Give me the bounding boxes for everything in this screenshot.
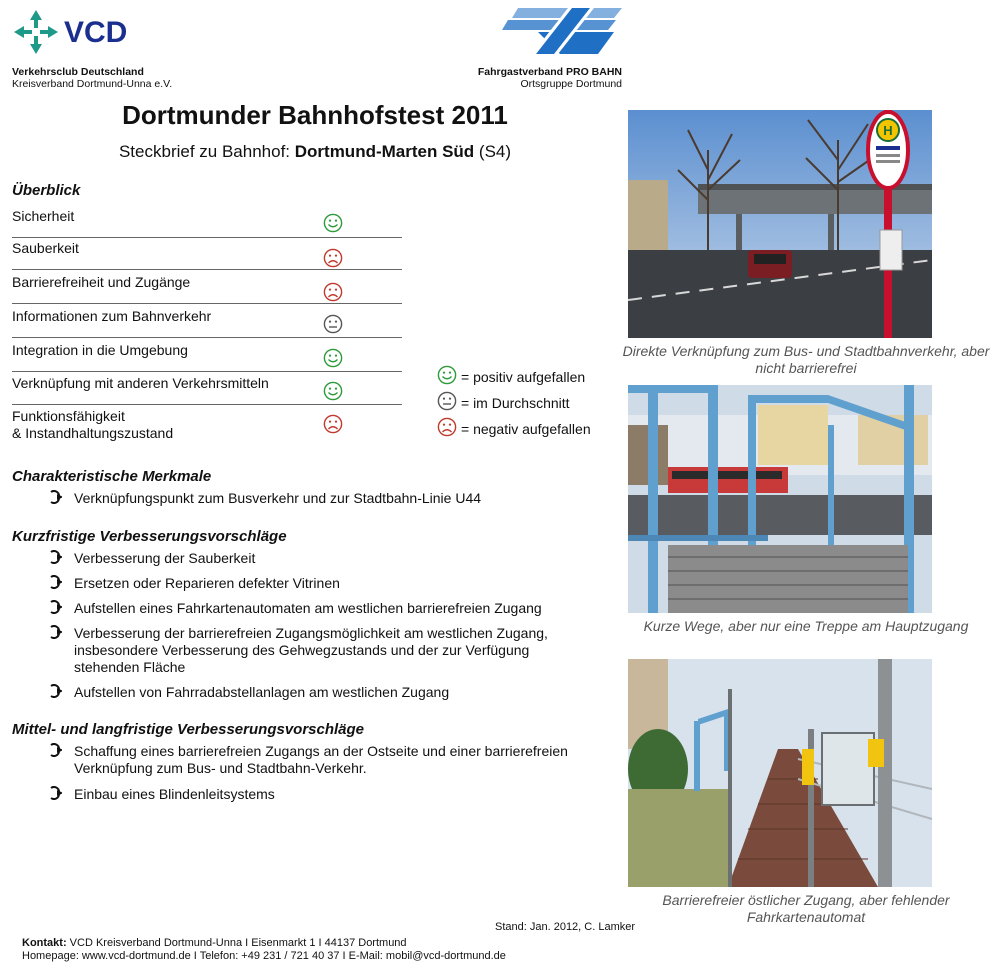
smiley-negative-icon [323,248,343,268]
overview-row-label [12,208,74,225]
smiley-neutral-icon [437,391,457,411]
legend-neutral-label: = im Durchschnitt [461,395,570,411]
smiley-negative-icon [437,417,457,437]
overview-label-line: Integration in die Umgebung [12,342,188,358]
vcd-org-name: Verkehrsclub Deutschland [12,66,144,78]
legend-negative-label: = negativ aufgefallen [461,421,591,437]
overview-label-line: Sauberkeit [12,240,79,256]
overview-label-line: Barrierefreiheit und Zugänge [12,274,191,290]
overview-row [12,375,402,405]
photo-caption: Barrierefreier östlicher Zugang, aber fehlender Fahrkartenautomat [662,892,950,925]
station-name: Dortmund-Marten Süd [294,142,475,161]
legend-positive-label: = positiv aufgefallen [461,369,586,385]
short-term-heading: Kurzfristige Verbesserungsvorschläge [12,528,287,545]
contact-block [22,937,506,963]
overview-label-line: Sicherheit [12,208,75,224]
overview-row [12,308,402,338]
arrow-bullet-icon [50,786,62,800]
bus-stop-sign-letter: H [883,123,893,138]
overview-row [12,274,402,304]
overview-row [12,342,402,372]
photo-bus-connection [628,110,932,338]
vcd-logo [12,8,152,58]
contact-line [22,937,506,950]
long-term-text: Schaffung eines barrierefreien Zugangs an der Ostseite und einer barrierefreien Verknüpfung zum Bus- und Stadtbahn-Verkehr. [74,743,568,776]
short-term-text: Ersetzen oder Reparieren defekter Vitrinen [74,575,340,591]
overview-heading: Überblick [12,182,81,199]
characteristic-text: Verknüpfungspunkt zum Busverkehr und zur Stadtbahn-Linie U44 [74,490,482,506]
smiley-positive-icon [323,213,343,233]
overview-row-label [12,342,188,359]
short-term-text: Aufstellen eines Fahrkartenautomaten am westlichen barrierefreien Zugang [74,600,542,616]
arrow-bullet-icon [50,575,62,589]
homepage-line: Homepage: www.vcd-dortmund.de I Telefon: +49 231 / 721 40 37 I E-Mail: mobil@vcd-dortmund.de [22,950,506,962]
overview-label-line: Verknüpfung mit anderen Verkehrsmitteln [12,375,269,391]
photo-caption: Direkte Verknüpfung zum Bus- und Stadtbahnverkehr, aber nicht barrierefrei [622,343,990,376]
smiley-negative-icon [323,414,343,434]
arrow-bullet-icon [50,684,62,698]
arrow-bullet-icon [50,490,62,504]
smiley-neutral-icon [323,314,343,334]
smiley-negative-icon [323,282,343,302]
short-term-text: Verbesserung der barrierefreien Zugangsmöglichkeit am westlichen Zugang, insbesondere Verbesserung des Gehwegzustands und der zur Verfügung stehenden Fläche [74,625,548,675]
overview-row-label [12,308,211,325]
long-term-text: Einbau eines Blindenleitsystems [74,786,275,802]
page-title: Dortmunder Bahnhofstest 2011 [122,100,508,130]
characteristics-heading: Charakteristische Merkmale [12,468,212,485]
stand-date: Stand: Jan. 2012, C. Lamker [495,921,636,933]
contact-address: VCD Kreisverband Dortmund-Unna I Eisenmarkt 1 I 44137 Dortmund [66,937,407,949]
probahn-logo [498,4,624,58]
vcd-org-branch: Kreisverband Dortmund-Unna e.V. [12,78,173,90]
overview-label-line: & Instandhaltungszustand [12,425,174,441]
vcd-logo-text: VCD [64,16,128,49]
arrow-bullet-icon [50,743,62,757]
overview-row-label [12,274,190,291]
page-subtitle [0,142,630,162]
contact-label: Kontakt: [22,937,67,949]
short-term-text: Aufstellen von Fahrradabstellanlagen am westlichen Zugang [74,684,450,700]
overview-row [12,408,402,448]
photo-east-access [628,659,932,887]
overview-row [12,208,402,238]
overview-label-line: Funktionsfähigkeit [12,408,125,424]
overview-row-label [12,240,79,257]
overview-label-line: Informationen zum Bahnverkehr [12,308,212,324]
smiley-positive-icon [323,348,343,368]
photo-caption: Kurze Wege, aber nur eine Treppe am Hauptzugang [643,618,969,634]
probahn-org-branch: Ortsgruppe Dortmund [520,78,622,90]
arrow-bullet-icon [50,600,62,614]
overview-row-label [12,375,269,392]
station-line: (S4) [474,142,512,161]
short-term-text: Verbesserung der Sauberkeit [74,550,256,566]
long-term-heading: Mittel- und langfristige Verbesserungsvorschläge [12,721,365,738]
smiley-positive-icon [437,365,457,385]
subtitle-prefix: Steckbrief zu Bahnhof: [118,142,295,161]
arrow-bullet-icon [50,625,62,639]
photo-stairs [628,385,932,613]
overview-row [12,240,402,270]
smiley-positive-icon [323,381,343,401]
overview-row-label [12,408,173,442]
probahn-org-name: Fahrgastverband PRO BAHN [477,66,622,78]
arrow-bullet-icon [50,550,62,564]
